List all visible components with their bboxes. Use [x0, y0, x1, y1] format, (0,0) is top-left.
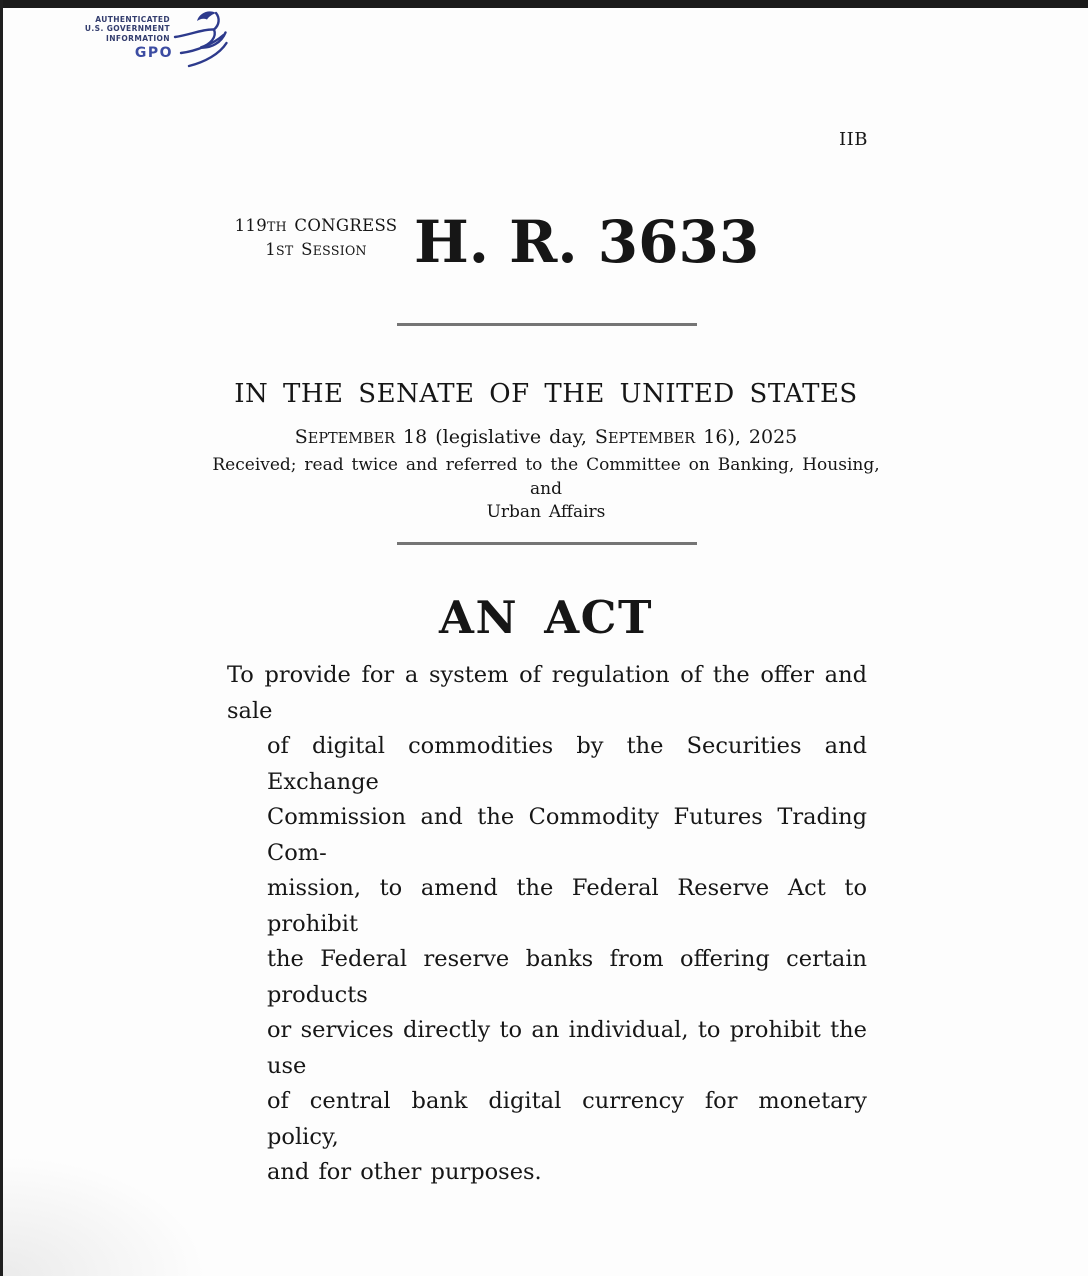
calendar-code: IIB [839, 129, 868, 150]
received-line-1: Received; read twice and referred to the Committee on Banking, Housing, and [212, 455, 880, 499]
session-line: 1ST SESSION [265, 240, 367, 259]
act-title-line: Commission and the Commodity Futures Trading Com- [267, 804, 867, 866]
received-referred-text [194, 454, 898, 525]
scan-edge-top [0, 0, 1088, 8]
gpo-eagle-icon [173, 8, 231, 70]
congress-line: 119TH CONGRESS [234, 216, 398, 235]
legislative-date-line: SEPTEMBER 18 (legislative day, SEPTEMBER 16), 2025 [294, 426, 798, 448]
act-title-line: of digital commodities by the Securities and Exchange [267, 733, 867, 795]
scan-edge-left [0, 0, 3, 1276]
act-title-line: or services directly to an individual, to prohibit the use [267, 1017, 867, 1079]
stamp-text [85, 15, 170, 43]
horizontal-rule-top [397, 323, 697, 326]
act-title-line: and for other purposes. [267, 1159, 542, 1185]
act-title-line: the Federal reserve banks from offering certain products [267, 946, 867, 1008]
gpo-authentication-stamp [84, 8, 225, 70]
bill-number: H. R. 3633 [414, 208, 760, 276]
act-long-title [227, 658, 867, 1191]
chamber-heading: IN THE SENATE OF THE UNITED STATES [234, 379, 858, 409]
page-curl-shade [3, 1146, 223, 1276]
gpo-label: GPO [134, 45, 173, 61]
received-line-2: Urban Affairs [486, 502, 606, 522]
stamp-line-government: U.S. GOVERNMENT [84, 24, 170, 34]
horizontal-rule-bottom [397, 542, 697, 545]
stamp-line-authenticated: AUTHENTICATED [95, 15, 170, 24]
congress-session-block [226, 214, 406, 262]
act-title-line: mission, to amend the Federal Reserve Act to prohibit [267, 875, 867, 937]
act-title-line: To provide for a system of regulation of the offer and sale [227, 662, 867, 724]
stamp-line-information: INFORMATION [106, 33, 170, 43]
act-title-line: of central bank digital currency for monetary policy, [267, 1088, 867, 1150]
act-heading: AN ACT [439, 591, 653, 644]
